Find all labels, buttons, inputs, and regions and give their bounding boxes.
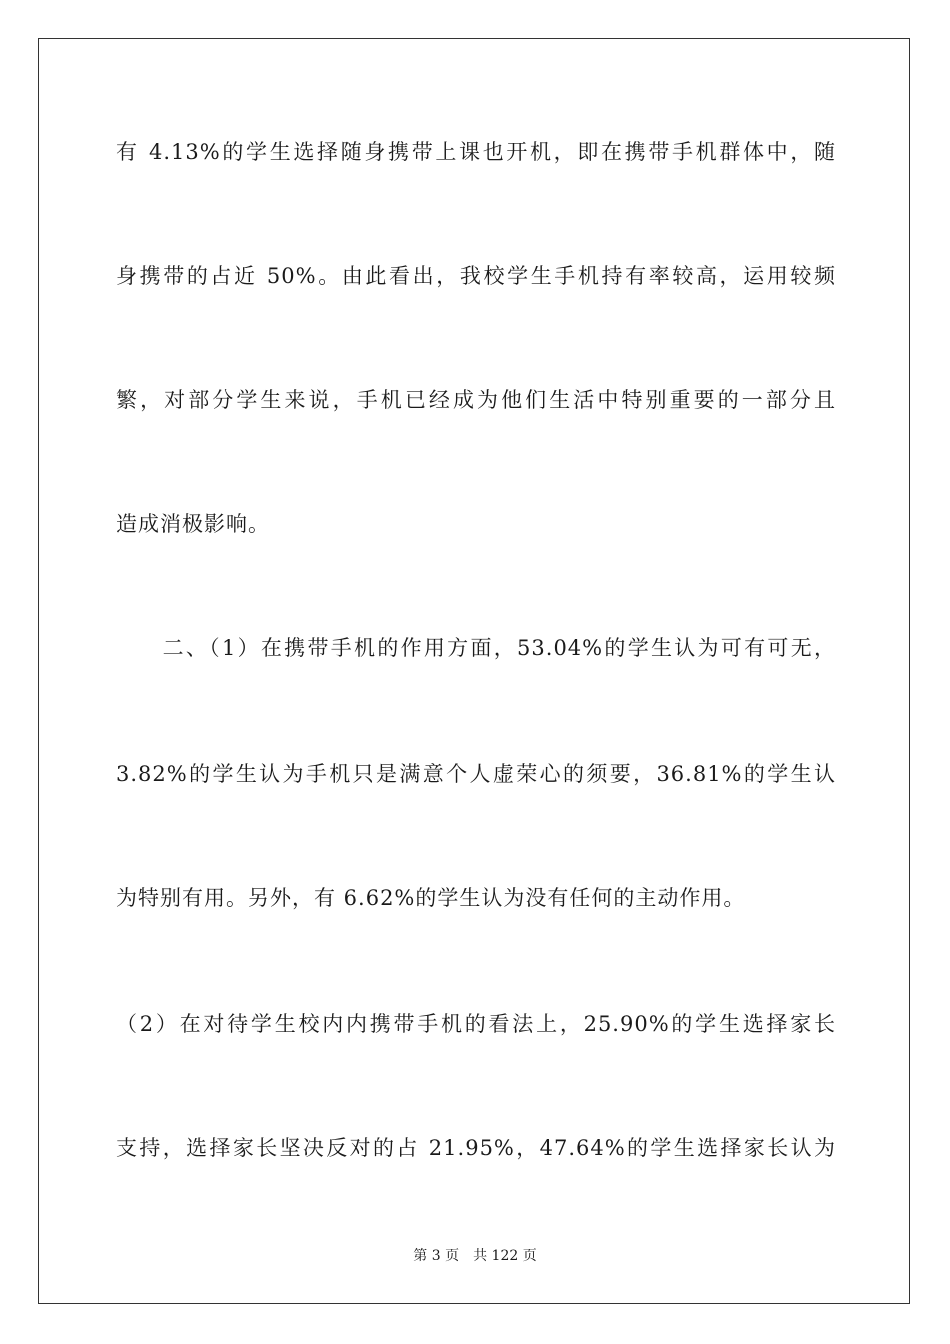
body-text-line: 3.82%的学生认为手机只是满意个人虚荣心的须要，36.81%的学生认 [116, 762, 836, 786]
body-text-line: 造成消极影响。 [116, 512, 270, 536]
body-text-line: 身携带的占近 50%。由此看出，我校学生手机持有率较高，运用较频 [116, 264, 836, 288]
body-text-line: 为特别有用。另外，有 6.62%的学生认为没有任何的主动作用。 [116, 886, 746, 910]
body-text-line: 支持，选择家长坚决反对的占 21.95%，47.64%的学生选择家长认为 [116, 1136, 836, 1160]
page-number-footer: 第 3 页 共 122 页 [413, 1248, 537, 1264]
body-text-line: 二、（1）在携带手机的作用方面，53.04%的学生认为可有可无， [116, 636, 836, 660]
body-text-line: 有 4.13%的学生选择随身携带上课也开机，即在携带手机群体中，随 [116, 140, 836, 164]
page-frame [38, 38, 910, 1304]
body-text-line: （2）在对待学生校内内携带手机的看法上，25.90%的学生选择家长 [116, 1012, 836, 1036]
body-text-line: 繁，对部分学生来说，手机已经成为他们生活中特别重要的一部分且 [116, 388, 836, 412]
